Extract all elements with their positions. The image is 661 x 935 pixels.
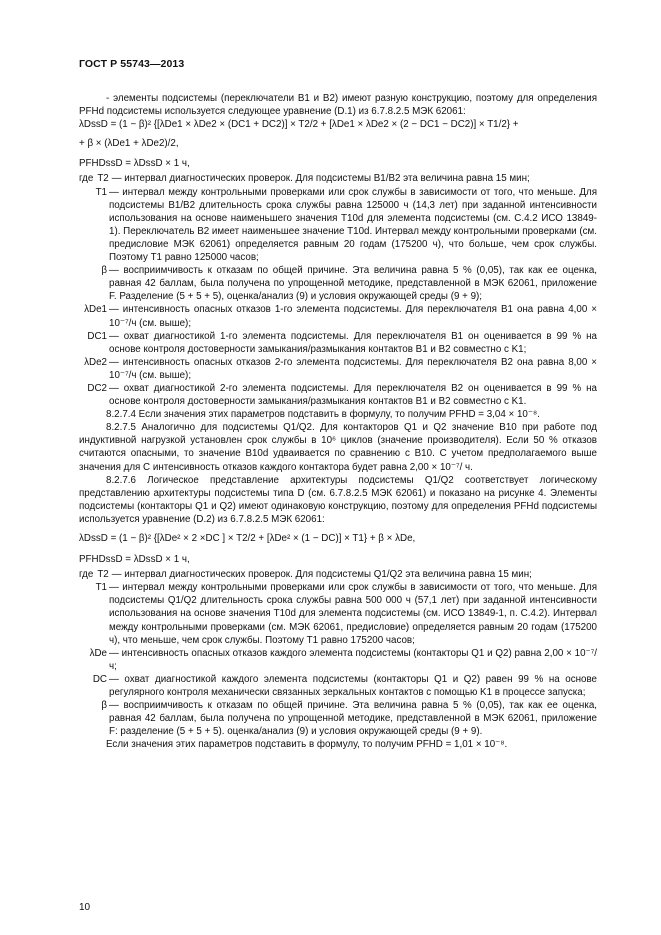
definition-term: T2 (97, 569, 109, 581)
definition-row (79, 356, 597, 382)
equation-pfh-2: PFHDssD = λDssD × 1 ч, (79, 554, 190, 566)
definition-text: — охват диагностикой каждого элемента подсистемы (контакторы Q1 и Q2) равен 99 % на основе регулярного контроля механически связанных зеркальных контактов с помощью K1 в процессе запуска; (109, 673, 597, 699)
definition-term: DC (92, 673, 107, 685)
paragraph-8-2-7-4: 8.2.7.4 Если значения этих параметров подставить в формулу, то получим PFHD = 3,04 × 10⁻⁸. (106, 409, 540, 421)
definition-row (79, 186, 597, 265)
definition-text: — восприимчивость к отказам по общей причине. Эта величина равна 5 % (0,05), так как ее оценка, равная 42 баллам, была получена по упрощенной методике, представленной в МЭК 62061, приложение F: разделение (5 + 5 + 5). оценка/анализ (9) и условия окружающей среды (9 + 9). (109, 700, 597, 738)
definition-text: — восприимчивость к отказам по общей причине. Эта величина равна 5 % (0,05), так как ее оценка, равная 42 баллам, была получена по упрощенной методике, представленной в МЭК 62061, приложение F. Разделение (5 + 5 + 5), оценка/анализ (9) и условия окружающей среды (9 + 9); (109, 265, 597, 303)
definition-text: — охват диагностикой 2-го элемента подсистемы. Для переключателя B2 он оценивается в 99 % на основе контроля достоверности замыкания/размыкания контактов B1 и B2 совместно с K1. (109, 382, 597, 408)
equation-d1-line2: + β × (λDe1 + λDe2)/2, (79, 138, 179, 150)
definition-term: T2 (97, 173, 109, 185)
definition-term: T1 (95, 582, 107, 594)
block1-intro: - элементы подсистемы (переключатели B1 и B2) имеют разную конструкцию, поэтому для определения PFHd подсистемы используется следующее уравнение (D.1) из 6.7.8.2.5 МЭК 62061: (79, 93, 597, 118)
page-number: 10 (79, 902, 91, 913)
document-body (79, 92, 597, 752)
definition-row (79, 581, 597, 646)
paragraph-8-2-7-6: 8.2.7.6 Логическое представление архитектуры подсистемы Q1/Q2 соответствует логическому представлению архитектуры подсистемы типа D (см. 6.7.8.2.5 МЭК 62061) и показано на рисунке 4. Элементы подсистемы (контакторы Q1 и Q2) имеют одинаковую конструкцию, поэтому для определения PFHd подсистемы используется уравнение (D.2) из 6.7.8.2.5 МЭК 62061: (79, 474, 597, 525)
definition-term: λDe2 (84, 356, 107, 368)
definition-text: — интенсивность опасных отказов каждого элемента подсистемы (контакторы Q1 и Q2) равна 2,00 × 10⁻⁷/ч; (109, 647, 597, 672)
equation-d2: λDssD = (1 − β)² {[λDe² × 2 ×DC ] × T2/2 + [λDe² × (1 − DC)] × T1} + β × λDe, (79, 533, 416, 544)
definition-text: — интервал между контрольными проверками или срок службы в зависимости от того, что меньше. Для подсистемы B1/B2 длительность срока службы равна 125000 ч (14,3 лет) при заданной интенсивности использования на основе наименьшего значения T10d для элемента подсистемы (см. С.4.2 ИСО 13849-1). Переключатель B2 имеет наименьшее значение T10d. Интервал между контрольными проверками (см. предисловие МЭК 62061) определяется равным 20 годам (175200 ч), что больше, чем срок службы. Поэтому T1 равно 125000 часов; (109, 186, 597, 264)
definition-text: — интервал диагностических проверок. Для подсистемы B1/B2 эта величина равна 15 мин; (111, 173, 530, 185)
definition-text: — интервал между контрольными проверками или срок службы в зависимости от того, что меньше. Для подсистемы Q1/Q2 длительность срока службы равна 500 000 ч (57,1 лет) при заданной интенсивности использования на основе значения T10d для элемента подсистемы (см. ИСО 13849-1, п. С.4.2). Интервал между контрольными проверками (см. МЭК 62061, предисловие) определяется равным 20 годам (175200 ч), что меньше, чем срок службы. Поэтому T1 равно 175200 часов; (109, 582, 597, 646)
definition-row (79, 647, 597, 673)
definition-row (79, 382, 597, 408)
definition-text: — интервал диагностических проверок. Для подсистемы Q1/Q2 эта величина равна 15 мин; (111, 569, 532, 581)
definition-term: DC2 (87, 382, 107, 394)
definition-row (79, 264, 597, 303)
definition-text: — интенсивность опасных отказов 1-го элемента подсистемы. Для переключателя B1 она равна 4,00 × 10⁻⁷/ч (см. выше); (109, 304, 597, 329)
equation-pfh-1: PFHDssD = λDssD × 1 ч, (79, 158, 190, 170)
definition-lead: где (79, 569, 94, 581)
definition-text: — интенсивность опасных отказов 2-го элемента подсистемы. Для переключателя B2 она равна 8,00 × 10⁻⁷/ч (см. выше); (109, 356, 597, 381)
definition-row (79, 303, 597, 329)
block2-definitions (79, 568, 597, 738)
definition-term: T1 (95, 186, 107, 198)
block1-definitions (79, 172, 597, 408)
definition-term: β (101, 265, 107, 277)
definition-row (79, 568, 597, 581)
definition-row (79, 673, 597, 699)
final-result: Если значения этих параметров подставить в формулу, то получим PFHD = 1,01 × 10⁻⁸. (106, 739, 508, 751)
definition-row (79, 172, 597, 185)
definition-row (79, 699, 597, 738)
definition-text: — охват диагностикой 1-го элемента подсистемы. Для переключателя B1 он оценивается в 99 % на основе контроля достоверности замыкания/размыкания контактов B1 и B2 совместно с K1; (109, 330, 597, 355)
definition-lead: где (79, 173, 94, 185)
standard-header: ГОСТ Р 55743—2013 (79, 58, 185, 70)
definition-term: λDe1 (84, 304, 107, 316)
definition-row (79, 330, 597, 356)
definition-term: DC1 (87, 330, 107, 342)
definition-term: λDe (89, 647, 107, 659)
definition-term: β (101, 700, 107, 712)
equation-d1-line1: λDssD = (1 − β)² {[λDe1 × λDe2 × (DC1 + DC2)] × T2/2 + [λDe1 × λDe2 × (2 − DC1 − DC2)] × T1/2} + (79, 119, 519, 131)
paragraph-8-2-7-5: 8.2.7.5 Аналогично для подсистемы Q1/Q2. Для контакторов Q1 и Q2 значение B10 при работе под индуктивной нагрузкой установлен срок службы в 10⁶ циклов (значение производителя). Если 50 % отказов считаются опасными, то значение B10d удваивается по сравнению с B10. С учетом предполагаемого выше значения для C интенсивность отказов каждого контактора будет равна 2,00 × 10⁻⁷/ ч. (79, 422, 597, 473)
